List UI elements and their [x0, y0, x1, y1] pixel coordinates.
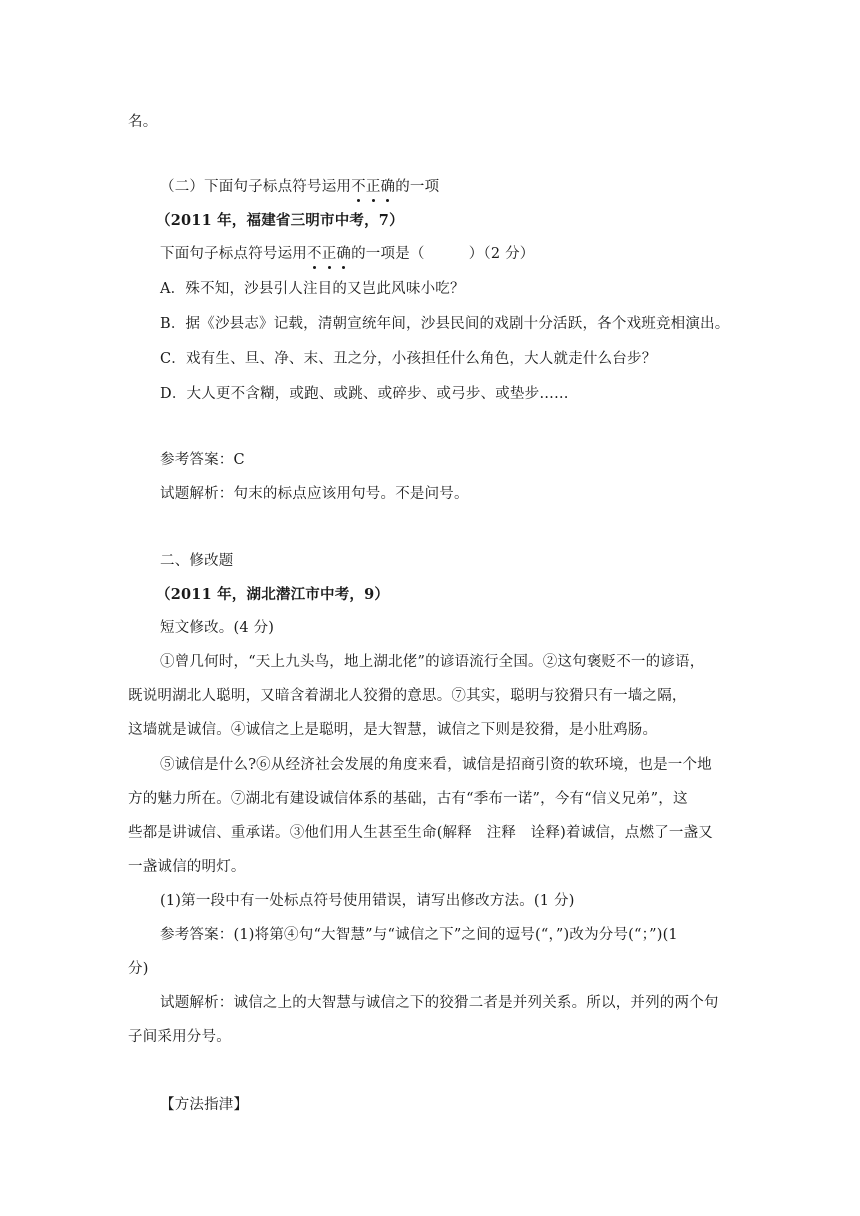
analysis: 试题解析：诚信之上的大智慧与诚信之下的狡猾二者是并列关系。所以，并列的两个句 — [160, 995, 719, 1011]
passage-line: 既说明湖北人聪明，又暗含着湖北人狡猾的意思。⑦其实，聪明与狡猾只有一墙之隔， — [128, 688, 687, 704]
option-b: B．据《沙县志》记载，清朝宣统年间，沙县民间的戏剧十分活跃，各个戏班竞相演出。 — [160, 316, 730, 332]
option-c: C．戏有生、旦、净、末、丑之分，小孩担任什么角色，大人就走什么台步？ — [160, 351, 657, 367]
question-source: （2011 年，湖北潜江市中考，9） — [156, 586, 390, 603]
option-a: A．殊不知，沙县引人注目的又岂此风味小吃？ — [160, 281, 465, 297]
top-fragment: 名。 — [128, 114, 158, 130]
emphasis-char: 确 — [380, 179, 396, 195]
heading-text-pre: （二）下面句子标点符号运用 — [160, 179, 352, 195]
passage-line: 方的魅力所在。⑦湖北有建设诚信体系的基础，古有“季布一诺”，今有“信义兄弟”，这 — [128, 791, 688, 807]
passage-line: 这墙就是诚信。④诚信之上是聪明，是大智慧，诚信之下则是狡猾，是小肚鸡肠。 — [128, 722, 658, 738]
section2-heading — [160, 177, 439, 197]
option-d: D．大人更不含糊，或跑、或跳、或碎步、或弓步、或垫步…… — [160, 386, 569, 402]
instruction: 短文修改。(4 分) — [160, 620, 275, 636]
section-heading-revise: 二、修改题 — [160, 553, 234, 569]
method-heading: 【方法指津】 — [160, 1097, 249, 1113]
heading-text-post: 的一项 — [395, 179, 440, 195]
emphasis-char: 正 — [365, 179, 381, 195]
sub-question: (1)第一段中有一处标点符号使用错误，请写出修改方法。(1 分) — [160, 893, 575, 909]
emphasis-char: 不 — [307, 246, 322, 262]
answer: 参考答案：C — [160, 452, 245, 468]
answer: 参考答案：(1)将第④句“大智慧”与“诚信之下”之间的逗号(“，”)改为分号(“；”)(1 — [160, 927, 678, 943]
question-stem — [160, 244, 535, 264]
passage-line: 些都是讲诚信、重承诺。③他们用人生甚至生命(解释 注释 诠释)着诚信，点燃了一盏又 — [128, 825, 714, 841]
emphasis-char: 确 — [336, 246, 352, 262]
analysis: 试题解析：句末的标点应该用句号。不是问号。 — [160, 486, 469, 502]
question-source: （2011 年，福建省三明市中考，7） — [156, 212, 404, 229]
emphasis-char: 正 — [321, 246, 337, 262]
passage-line: 一盏诚信的明灯。 — [128, 859, 246, 875]
passage-line: ①曾几何时，“天上九头鸟，地上湖北佬”的谚语流行全国。②这句褒贬不一的谚语， — [160, 654, 705, 670]
question-text-post: 的一项是（ ）（2 分） — [351, 246, 535, 262]
answer-continued: 分) — [128, 961, 149, 977]
passage-line: ⑤诚信是什么?⑥从经济社会发展的角度来看，诚信是招商引资的软环境，也是一个地 — [160, 757, 712, 773]
analysis-continued: 子间采用分号。 — [128, 1029, 231, 1045]
emphasis-char: 不 — [351, 179, 366, 195]
question-text-pre: 下面句子标点符号运用 — [160, 246, 307, 262]
